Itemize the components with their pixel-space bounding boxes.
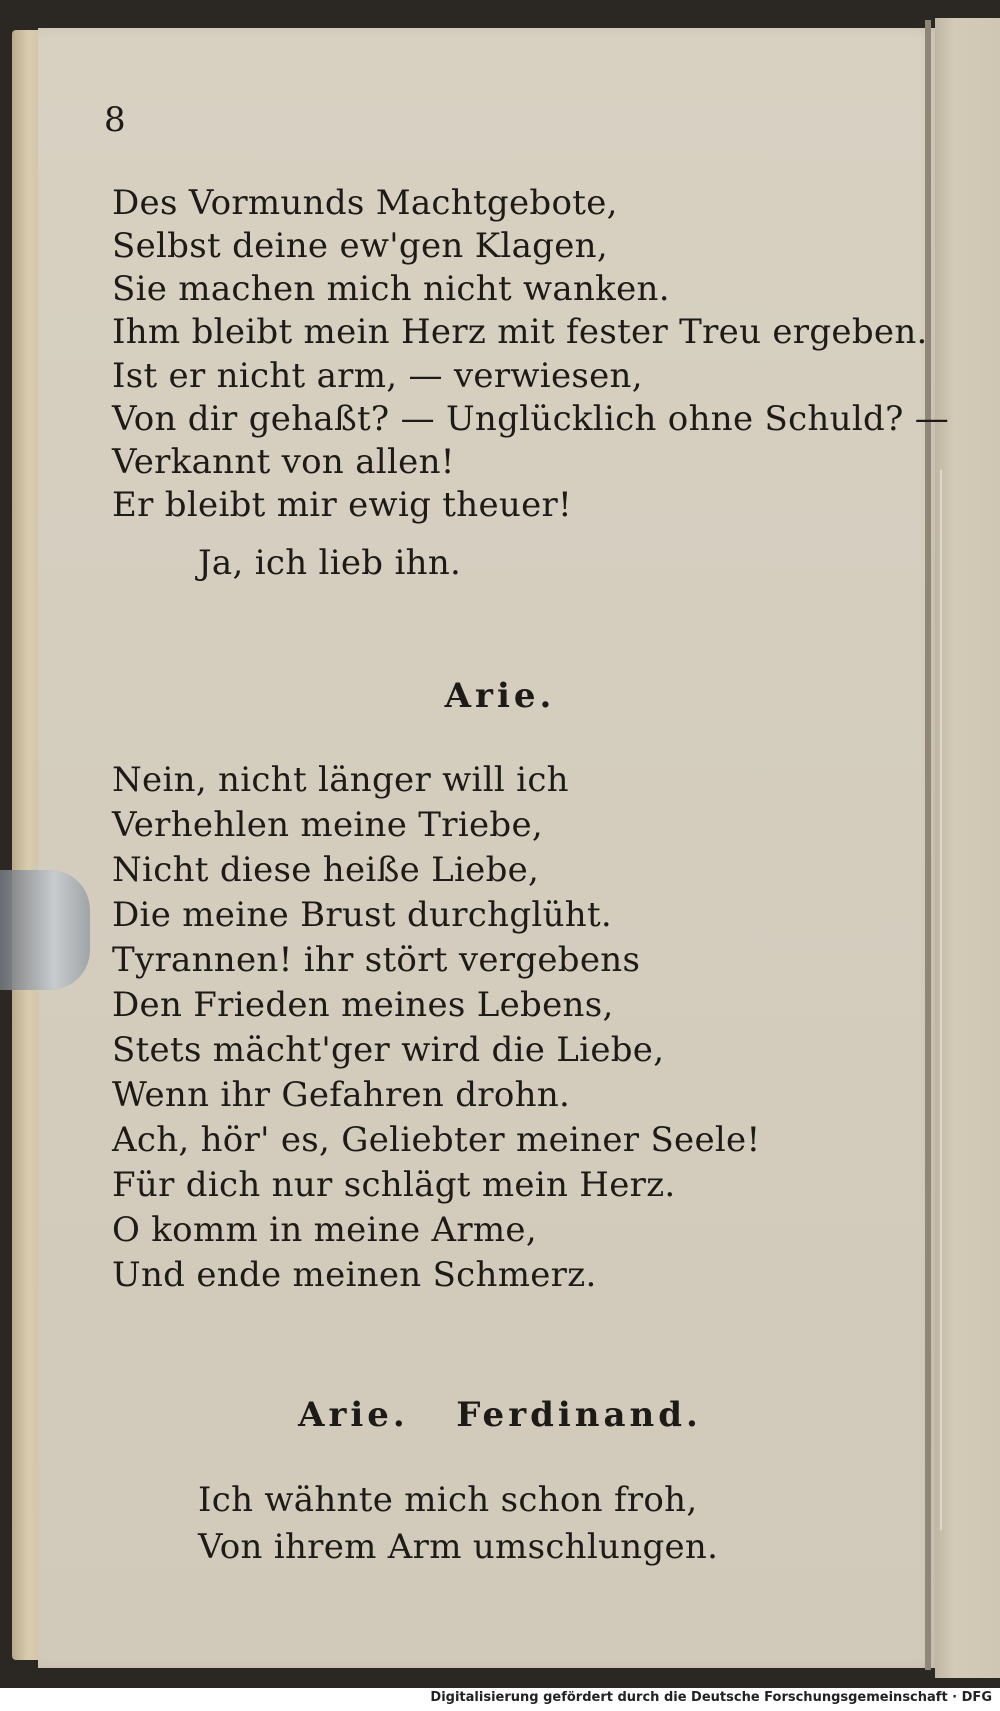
text-line: O komm in meine Arme,: [112, 1210, 537, 1250]
text-line: Von ihrem Arm umschlungen.: [198, 1527, 719, 1567]
text-line: Verhehlen meine Triebe,: [112, 805, 544, 845]
text-line: Und ende meinen Schmerz.: [112, 1255, 597, 1295]
footer-credit: Digitalisierung gefördert durch die Deutsche Forschungsgemeinschaft · DFG: [430, 1690, 992, 1705]
text-line: Ach, hör' es, Geliebter meiner Seele!: [112, 1120, 761, 1160]
text-line: Sie machen mich nicht wanken.: [112, 269, 670, 309]
text-line: Wenn ihr Gefahren drohn.: [112, 1075, 571, 1115]
text-line: Verkannt von allen!: [112, 442, 455, 482]
text-line: Ist er nicht arm, — verwiesen,: [112, 356, 643, 396]
text-line: Nicht diese heiße Liebe,: [112, 850, 540, 890]
text-line: Nein, nicht länger will ich: [112, 760, 569, 800]
text-line: Des Vormunds Machtgebote,: [112, 183, 618, 223]
page-clip: [0, 870, 90, 990]
text-line: Selbst deine ew'gen Klagen,: [112, 226, 608, 266]
section-heading-arie-ferdinand: Arie. Ferdinand.: [298, 1395, 702, 1435]
text-line: Tyrannen! ihr stört vergebens: [112, 940, 641, 980]
text-line: Er bleibt mir ewig theuer!: [112, 485, 573, 525]
text-line: Ihm bleibt mein Herz mit fester Treu ergeben.: [112, 312, 928, 352]
text-line: Die meine Brust durchglüht.: [112, 895, 613, 935]
section-heading-arie: Arie.: [444, 676, 556, 716]
text-line: Für dich nur schlägt mein Herz.: [112, 1165, 676, 1205]
text-line: Ja, ich lieb ihn.: [198, 543, 462, 583]
text-line: Den Frieden meines Lebens,: [112, 985, 614, 1025]
text-line: Stets mächt'ger wird die Liebe,: [112, 1030, 665, 1070]
text-line: Ich wähnte mich schon froh,: [198, 1480, 698, 1520]
page-number: 8: [104, 100, 126, 140]
text-line: Von dir gehaßt? — Unglücklich ohne Schuld? —: [112, 399, 950, 439]
binding-thread: [940, 470, 972, 1530]
